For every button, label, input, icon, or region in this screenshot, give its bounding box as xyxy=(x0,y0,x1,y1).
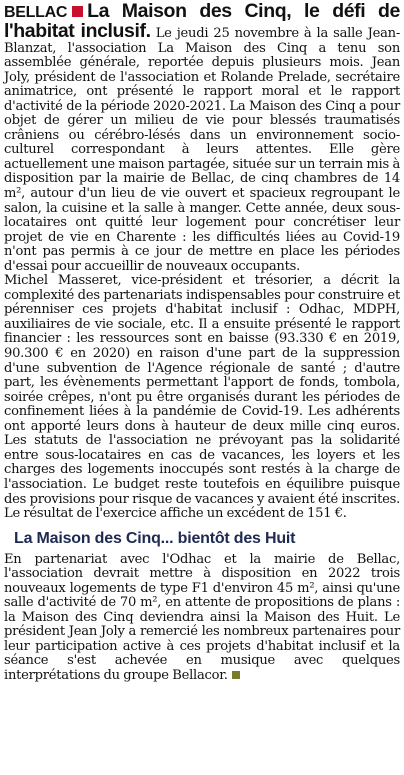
subheadline: La Maison des Cinq... bientôt des Huit xyxy=(14,529,296,547)
article-lead xyxy=(4,2,400,274)
closing-paragraph: En partenariat avec l'Odhac et la mairie de Bellac, l'association devrait mettre à disposition en 2022 trois nouveaux logements de type F1 d'environ 45 m², ainsi qu'une salle d'activité de 70 m², en attente de propositions de plans : la Maison des Cinq deviendra ainsi la Maison des Huit. Le président Jean Joly a remercié les nombreux partenaires pour leur participation active à ces projets d'habitat inclusif et la séance s'est achevée en musique avec quelques interprétations du groupe Bellacor. xyxy=(4,551,400,683)
paragraph-1: Le jeudi 25 novembre à la salle Jean-Blanzat, l'association La Maison des Cinq a tenu son assemblée générale, reportée depuis plusieurs mois. Jean Joly, président de l'association et Rolande Prelade, secrétaire animatrice, ont présenté le rapport moral et le rapport d'activité de la période 2020-2021. La Maison des Cinq a pour objet de gérer un milieu de vie pour blessés traumatisés crâniens ou cérébro-lésés dans un environnement socio-culturel correspondant à leurs attentes. Elle gère actuellement une maison partagée, située sur un terrain mis à disposition par la mairie de Bellac, de cinq chambres de 14 m², autour d'un lieu de vie ouvert et spacieux regroupant le salon, la cuisine et la salle à manger. Cette année, deux sous-locataires ont quitté leur logement pour concrétiser leur projet de vie en Charente : les difficultés liées au Covid-19 n'ont pas permis à ce jour de mettre en place les périodes d'essai pour accueillir de nouveaux occupants. xyxy=(4,26,401,274)
city-label: BELLAC xyxy=(4,4,68,21)
headline: La Maison des Cinq, le défi de l'habitat inclusif. xyxy=(4,0,400,42)
end-of-article-marker xyxy=(232,671,240,679)
red-square-marker xyxy=(72,6,83,17)
closing-paragraph-block xyxy=(4,553,400,684)
paragraph-2: Michel Masseret, vice-président et trésorier, a décrit la complexité des partenariats indispensables pour construire et pérenniser ces projets d'habitat inclusif : Odhac, MDPH, auxiliaires de vie sociale, etc. Il a ensuite présenté le rapport financier : les ressources sont en baisse (93.330 € en 2019, 90.300 € en 2020) en raison d'une part de la suppression d'une subvention de l'Agence régionale de santé ; d'autre part, les évènements permettant l'apport de fonds, tombola, soirée crêpes, n'ont pu être organisés durant les périodes de confinement liées à la pandémie de Covid-19. Les adhérents ont apporté leurs dons à hauteur de deux mille cinq euros. Les statuts de l'association ne prévoyant pas la solidarité entre sous-locataires en cas de vacances, les loyers et les charges des logements inoccupés sont restés à la charge de l'association. Le budget reste toutefois en équilibre puisque des provisions pour risque de vacances y avaient été inscrites. Le résultat de l'exercice affiche un excédent de 151 €. xyxy=(4,273,400,522)
article xyxy=(4,0,400,684)
